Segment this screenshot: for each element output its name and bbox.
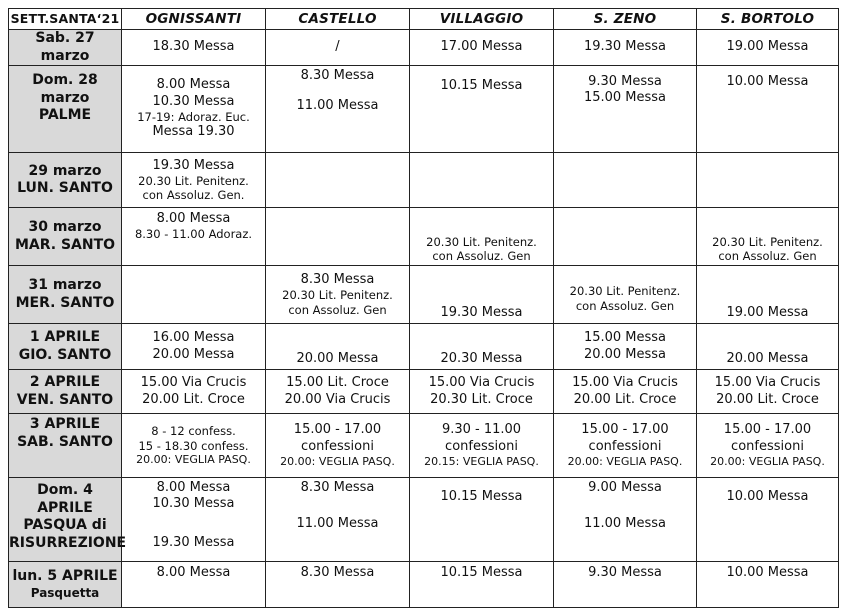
schedule-line: 20.00 Messa <box>583 346 667 362</box>
schedule-line: 9.00 Messa <box>588 480 662 495</box>
day-label: Dom. 4 APRILE <box>37 482 93 516</box>
schedule-cell <box>410 562 554 608</box>
schedule-line: 8.30 Messa <box>300 272 375 287</box>
schedule-cell <box>410 370 554 414</box>
schedule-line: 20.00 Lit. Croce <box>716 391 819 407</box>
schedule-cell <box>697 478 839 562</box>
schedule-cell <box>122 562 266 608</box>
schedule-line: 10.15 Messa <box>440 78 523 93</box>
schedule-line: 15.00 - 17.00 <box>293 422 382 438</box>
schedule-line: confessioni <box>731 438 804 454</box>
schedule-line: 9.30 Messa <box>588 74 662 89</box>
schedule-cell <box>697 370 839 414</box>
day-subtitle: Pasquetta <box>30 585 100 600</box>
schedule-cell <box>266 66 410 153</box>
schedule-line: 19.30 Messa <box>152 157 235 173</box>
schedule-line: con Assoluz. Gen <box>288 302 387 317</box>
schedule-line: con Assoluz. Gen <box>432 249 531 264</box>
schedule-cell <box>410 266 554 324</box>
schedule-line: 18.30 Messa <box>152 39 235 55</box>
church-villaggio: VILLAGGIO <box>410 9 554 30</box>
schedule-line: 15 - 18.30 confess. <box>138 438 249 453</box>
schedule-line: 15.00 Via Crucis <box>714 375 821 391</box>
schedule-line: 10.15 Messa <box>440 564 523 580</box>
schedule-line: 20.00 Lit. Croce <box>142 391 245 407</box>
day-cell <box>9 266 122 324</box>
church-s-bortolo: S. BORTOLO <box>697 9 839 30</box>
schedule-line: confessioni <box>301 438 374 454</box>
schedule-cell-empty <box>554 208 697 266</box>
schedule-cell <box>266 30 410 66</box>
schedule-cell <box>266 324 410 370</box>
schedule-cell <box>697 562 839 608</box>
schedule-line: 16.00 Messa <box>152 330 235 346</box>
church-s-zeno: S. ZENO <box>554 9 697 30</box>
table-row <box>9 66 839 153</box>
schedule-line: / <box>335 39 340 55</box>
schedule-line: 20.30 Lit. Croce <box>430 391 533 407</box>
table-header <box>9 9 839 30</box>
schedule-cell <box>697 66 839 153</box>
day-subtitle: MAR. SANTO <box>14 236 116 253</box>
table-row <box>9 562 839 608</box>
schedule-cell <box>266 266 410 324</box>
schedule-cell <box>554 266 697 324</box>
day-label: lun. 5 APRILE <box>12 568 118 585</box>
schedule-cell <box>122 30 266 66</box>
schedule-line: 19.00 Messa <box>726 305 809 321</box>
schedule-line: 15.00 Via Crucis <box>572 375 678 391</box>
schedule-cell <box>554 324 697 370</box>
schedule-cell <box>554 562 697 608</box>
schedule-line: 8.00 Messa <box>156 77 231 93</box>
schedule-cell-empty <box>697 153 839 208</box>
schedule-line: 17-19: Adoraz. Euc. <box>137 109 250 124</box>
day-subtitle: MER. SANTO <box>15 294 115 311</box>
day-label: 1 APRILE <box>29 329 101 345</box>
schedule-line: 20.00: VEGLIA PASQ. <box>710 454 825 468</box>
schedule-line: 17.00 Messa <box>440 39 523 55</box>
table-row <box>9 370 839 414</box>
day-cell <box>9 414 122 478</box>
schedule-cell <box>122 370 266 414</box>
church-castello: CASTELLO <box>266 9 410 30</box>
schedule-cell <box>697 208 839 266</box>
schedule-line: 11.00 Messa <box>296 98 379 114</box>
day-subtitle: SAB. SANTO <box>17 433 113 450</box>
schedule-line: 8.00 Messa <box>156 564 231 580</box>
schedule-cell-empty <box>554 153 697 208</box>
header-row <box>9 9 839 30</box>
schedule-line: 20.30 Lit. Penitenz. <box>712 234 823 249</box>
schedule-line: 20.00 Via Crucis <box>284 391 391 407</box>
schedule-cell <box>122 478 266 562</box>
day-label: 31 marzo <box>28 277 102 293</box>
schedule-cell <box>122 66 266 153</box>
schedule-line: 20.30 Lit. Penitenz. <box>569 284 681 299</box>
schedule-cell <box>697 324 839 370</box>
schedule-line: 20.15: VEGLIA PASQ. <box>424 454 539 468</box>
schedule-cell-empty <box>410 153 554 208</box>
schedule-line: 19.30 Messa <box>440 305 523 321</box>
schedule-line: 15.00 Lit. Croce <box>286 375 389 391</box>
day-label: 3 APRILE <box>29 416 101 432</box>
schedule-cell <box>554 370 697 414</box>
schedule-line: 15.00 Via Crucis <box>140 375 247 391</box>
schedule-line: Messa 19.30 <box>152 124 235 140</box>
schedule-cell-empty <box>122 266 266 324</box>
day-subtitle: VEN. SANTO <box>16 391 114 408</box>
schedule-cell-empty <box>266 208 410 266</box>
schedule-line: 15.00 - 17.00 <box>723 422 812 438</box>
day-subtitle: LUN. SANTO <box>17 180 113 196</box>
schedule-line: con Assoluz. Gen <box>718 249 817 264</box>
schedule-cell <box>554 478 697 562</box>
schedule-line: 8.30 Messa <box>300 564 375 580</box>
day-subtitle: PALME <box>38 107 92 123</box>
schedule-line: 10.30 Messa <box>152 93 235 109</box>
schedule-line: 9.30 Messa <box>588 564 662 580</box>
day-cell <box>9 208 122 266</box>
schedule-cell <box>266 370 410 414</box>
schedule-line: 19.30 Messa <box>583 39 667 55</box>
day-label: 29 marzo <box>28 162 102 179</box>
day-label: Dom. 28 marzo <box>32 72 98 106</box>
schedule-line: 8.00 Messa <box>156 210 231 226</box>
table-row <box>9 324 839 370</box>
schedule-line: 20.00: VEGLIA PASQ. <box>567 454 683 468</box>
schedule-cell <box>554 66 697 153</box>
schedule-cell <box>122 208 266 266</box>
schedule-cell <box>410 414 554 478</box>
schedule-line: 20.30 Lit. Penitenz. <box>426 234 537 249</box>
schedule-cell <box>410 66 554 153</box>
schedule-line: 20.00 Messa <box>296 351 379 367</box>
schedule-line: 15.00 Via Crucis <box>428 375 535 391</box>
schedule-line: 20.00 Lit. Croce <box>573 391 677 407</box>
schedule-line: 10.15 Messa <box>440 489 523 504</box>
schedule-line: 20.00: VEGLIA PASQ. <box>136 453 251 466</box>
schedule-line: 19.00 Messa <box>726 39 809 55</box>
corner-label: SETT.SANTA‘21 <box>9 9 122 30</box>
day-subtitle: PASQUA di <box>23 517 107 533</box>
table-row <box>9 208 839 266</box>
schedule-cell <box>122 324 266 370</box>
schedule-line: 10.00 Messa <box>726 489 809 504</box>
schedule-line: con Assoluz. Gen <box>575 298 675 313</box>
schedule-line: 8.30 Messa <box>300 68 375 83</box>
schedule-line: 8.30 - 11.00 Adoraz. <box>134 226 253 241</box>
schedule-line: 15.00 Messa <box>583 330 667 346</box>
schedule-line: 10.30 Messa <box>152 496 235 512</box>
schedule-cell-empty <box>266 153 410 208</box>
schedule-cell <box>122 153 266 208</box>
schedule-line: 19.30 Messa <box>152 534 235 550</box>
schedule-cell <box>266 414 410 478</box>
table-row <box>9 414 839 478</box>
day-cell <box>9 66 122 153</box>
schedule-cell <box>697 266 839 324</box>
day-cell <box>9 30 122 66</box>
day-subtitle: GIO. SANTO <box>18 346 112 363</box>
schedule-line: 15.00 Messa <box>583 90 667 106</box>
schedule-line: 20.30 Lit. Penitenz. <box>138 173 249 188</box>
schedule-line: confessioni <box>445 438 518 454</box>
schedule-line: 8.00 Messa <box>156 480 231 495</box>
schedule-line: 11.00 Messa <box>296 516 379 532</box>
day-cell <box>9 153 122 208</box>
church-ognissanti: OGNISSANTI <box>122 9 266 30</box>
schedule-line: 20.00 Messa <box>152 346 235 362</box>
day-label: 30 marzo <box>28 219 102 235</box>
schedule-line: 15.00 - 17.00 <box>581 422 669 438</box>
schedule-line: 8 - 12 confess. <box>151 424 236 439</box>
schedule-cell <box>266 562 410 608</box>
table-row <box>9 153 839 208</box>
schedule-line: 20.30 Lit. Penitenz. <box>282 288 393 303</box>
schedule-cell <box>410 478 554 562</box>
day-label: Sab. 27 marzo <box>35 30 95 64</box>
schedule-line: 20.00: VEGLIA PASQ. <box>280 454 395 468</box>
schedule-line: 10.00 Messa <box>726 564 809 580</box>
schedule-cell <box>554 414 697 478</box>
schedule-line: 20.30 Messa <box>440 351 523 367</box>
schedule-line: confessioni <box>588 438 662 454</box>
schedule-cell <box>122 414 266 478</box>
schedule-cell <box>410 324 554 370</box>
day-cell <box>9 562 122 608</box>
schedule-line: 11.00 Messa <box>583 516 667 532</box>
day-cell <box>9 478 127 562</box>
schedule-cell <box>410 208 554 266</box>
schedule-line: con Assoluz. Gen. <box>142 188 245 203</box>
schedule-cell <box>266 478 410 562</box>
schedule-line: 9.30 - 11.00 <box>441 422 522 438</box>
day-label: 2 APRILE <box>29 374 101 390</box>
schedule-cell <box>697 414 839 478</box>
holy-week-schedule-table <box>8 8 839 608</box>
schedule-line: 20.00 Messa <box>726 351 809 367</box>
table-row <box>9 266 839 324</box>
schedule-line: 8.30 Messa <box>300 480 375 495</box>
table-row <box>9 478 839 562</box>
day-cell <box>9 324 122 370</box>
schedule-line: 10.00 Messa <box>726 74 809 89</box>
day-subtitle: RISURREZIONE <box>9 534 127 551</box>
day-cell <box>9 370 122 414</box>
